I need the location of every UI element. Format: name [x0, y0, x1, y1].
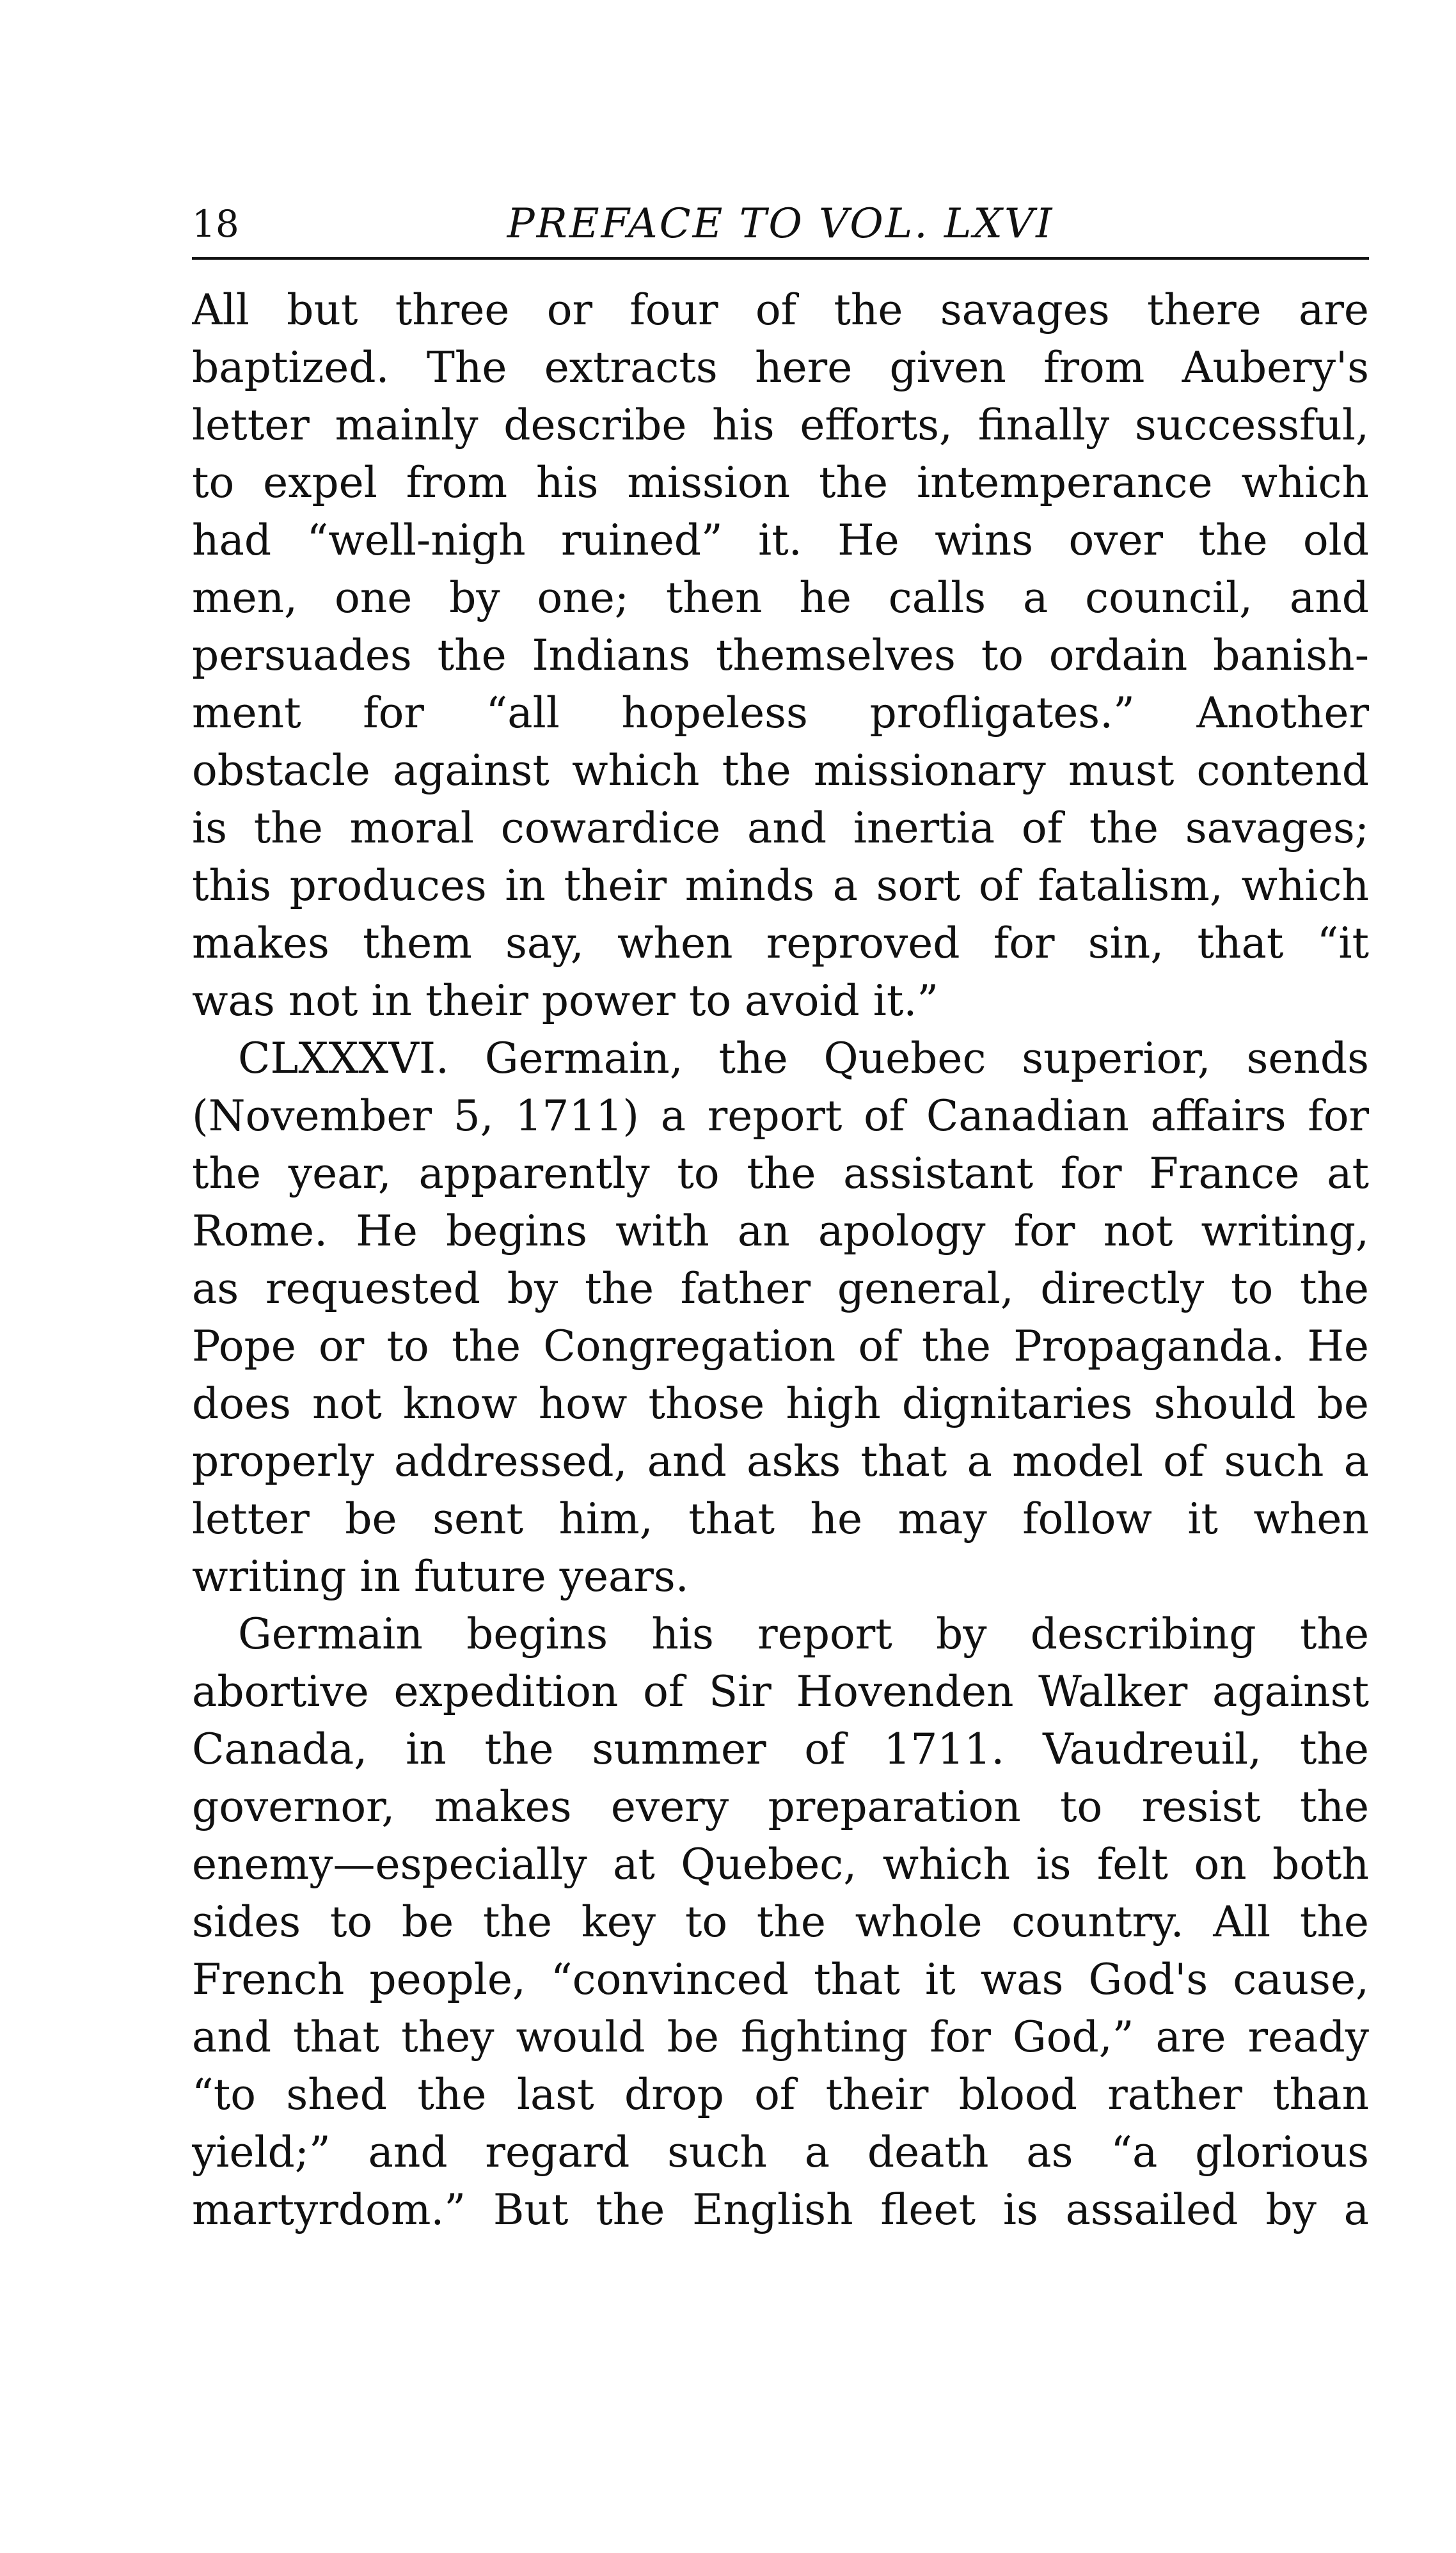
text-line: the year, apparently to the assistant for France at: [192, 1149, 1369, 1198]
text-line: is the moral cowardice and inertia of the savages;: [192, 803, 1369, 853]
text-line: enemy—especially at Quebec, which is felt on both: [192, 1840, 1369, 1889]
text-line: Germain begins his report by describing the: [238, 1609, 1369, 1659]
text-line: sides to be the key to the whole country. All the: [192, 1897, 1369, 1947]
text-line: martyrdom.” But the English fleet is assailed by a: [192, 2185, 1369, 2234]
text-line: French people, “convinced that it was God's cause,: [192, 1955, 1369, 2004]
text-line: persuades the Indians themselves to ordain banish-: [192, 631, 1369, 680]
text-line: had “well-nigh ruined” it. He wins over the old: [192, 516, 1369, 565]
text-line: writing in future years.: [192, 1552, 689, 1601]
text-line: governor, makes every preparation to resist the: [192, 1782, 1369, 1831]
text-line: this produces in their minds a sort of fatalism, which: [192, 861, 1369, 910]
body-text: [192, 281, 1369, 2239]
text-line: “to shed the last drop of their blood rather than: [192, 2070, 1369, 2119]
header-rule: [192, 257, 1369, 260]
running-title: PREFACE TO VOL. LXVI: [507, 200, 1054, 248]
text-line: to expel from his mission the intemperance which: [192, 458, 1369, 507]
text-line: makes them say, when reproved for sin, that “it: [192, 919, 1369, 968]
text-line: baptized. The extracts here given from Aubery's: [192, 343, 1369, 392]
text-line: CLXXXVI. Germain, the Quebec superior, sends: [238, 1034, 1369, 1083]
page-number: 18: [192, 202, 239, 246]
text-line: All but three or four of the savages there are: [192, 285, 1369, 335]
text-line: men, one by one; then he calls a council, and: [192, 573, 1369, 622]
text-line: properly addressed, and asks that a model of such a: [192, 1437, 1369, 1486]
text-line: yield;” and regard such a death as “a glorious: [192, 2128, 1369, 2177]
text-line: and that they would be fighting for God,” are ready: [192, 2012, 1369, 2062]
text-line: letter be sent him, that he may follow it when: [192, 1494, 1369, 1544]
text-line: Pope or to the Congregation of the Propaganda. He: [192, 1322, 1369, 1371]
text-line: ment for “all hopeless profligates.” Another: [192, 688, 1369, 738]
text-line: abortive expedition of Sir Hovenden Walker against: [192, 1667, 1369, 1716]
text-line: as requested by the father general, directly to the: [192, 1264, 1369, 1313]
text-line: obstacle against which the missionary must contend: [192, 746, 1369, 795]
text-line: Rome. He begins with an apology for not writing,: [192, 1206, 1369, 1256]
text-line: (November 5, 1711) a report of Canadian affairs for: [192, 1091, 1369, 1141]
text-line: Canada, in the summer of 1711. Vaudreuil, the: [192, 1725, 1369, 1774]
text-line: letter mainly describe his efforts, finally successful,: [192, 400, 1369, 450]
page-header: [192, 192, 1369, 256]
text-line: does not know how those high dignitaries should be: [192, 1379, 1369, 1428]
text-line: was not in their power to avoid it.”: [192, 976, 939, 1025]
